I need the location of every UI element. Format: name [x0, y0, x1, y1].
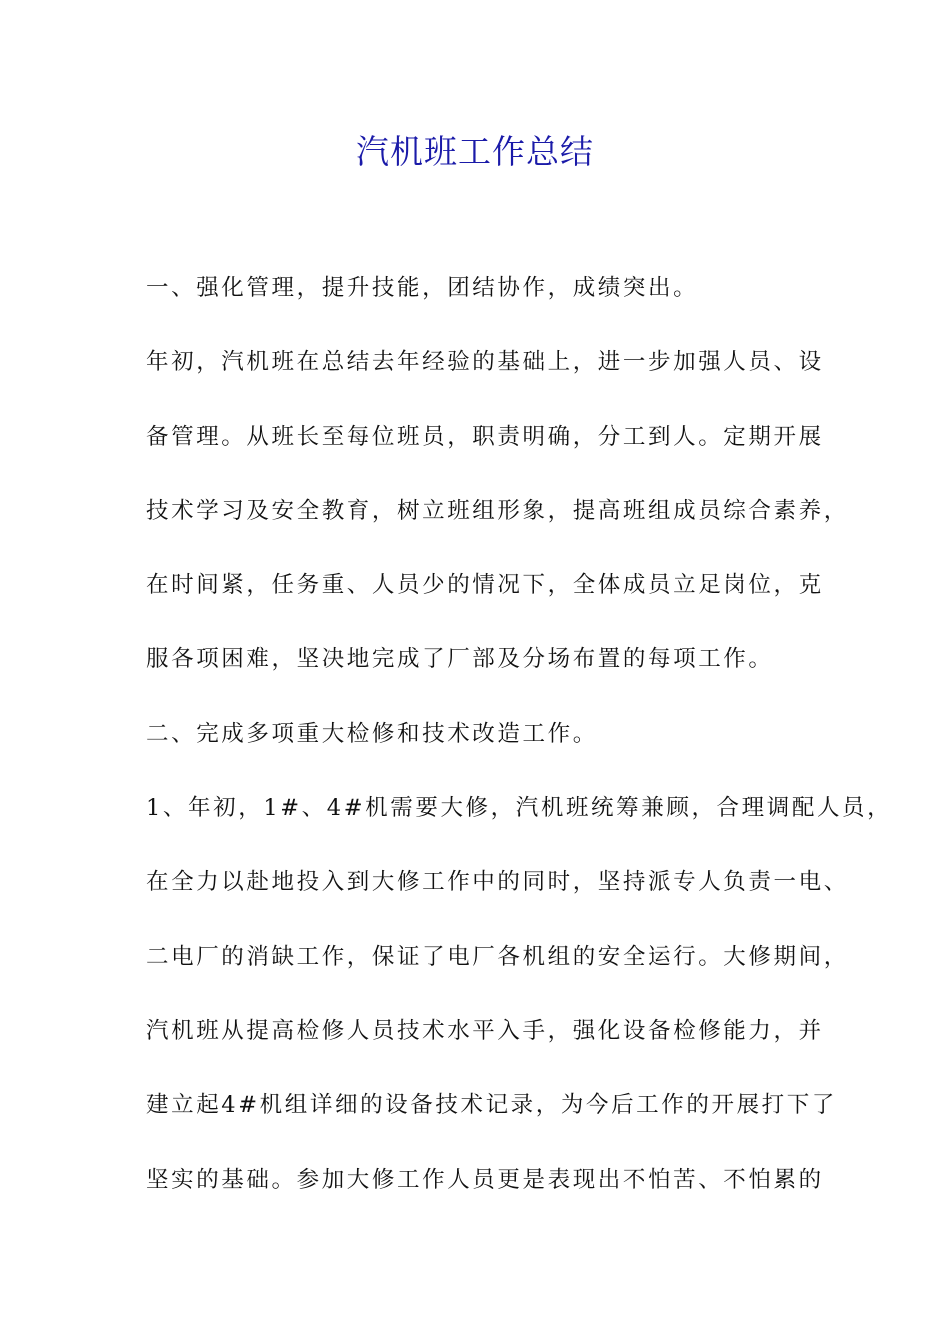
paragraph-line: 二、完成多项重大检修和技术改造工作。 [146, 720, 598, 747]
paragraph-line: 二电厂的消缺工作，保证了电厂各机组的安全运行。大修期间， [146, 943, 849, 970]
paragraph-line: 在时间紧，任务重、人员少的情况下，全体成员立足岗位，克 [146, 572, 824, 599]
paragraph-line: 建立起4#机组详细的设备技术记录，为今后工作的开展打下了 [146, 1092, 837, 1119]
paragraph-line: 在全力以赴地投入到大修工作中的同时，坚持派专人负责一电、 [146, 869, 849, 896]
paragraph-line: 汽机班从提高检修人员技术水平入手，强化设备检修能力，并 [146, 1017, 824, 1044]
paragraph-line: 1、年初，1#、4#机需要大修，汽机班统筹兼顾，合理调配人员， [146, 795, 893, 822]
paragraph-line: 技术学习及安全教育，树立班组形象，提高班组成员综合素养， [146, 497, 849, 524]
paragraph-line: 年初，汽机班在总结去年经验的基础上，进一步加强人员、设 [146, 349, 824, 376]
paragraph-line: 服各项困难，坚决地完成了厂部及分场布置的每项工作。 [146, 646, 774, 673]
paragraph-line: 一、强化管理，提升技能，团结协作，成绩突出。 [146, 275, 699, 301]
paragraph-line: 备管理。从班长至每位班员，职责明确，分工到人。定期开展 [146, 423, 824, 450]
paragraph-line: 坚实的基础。参加大修工作人员更是表现出不怕苦、不怕累的 [146, 1166, 824, 1193]
document-title: 汽机班工作总结 [356, 132, 594, 171]
document-body [146, 263, 893, 1229]
